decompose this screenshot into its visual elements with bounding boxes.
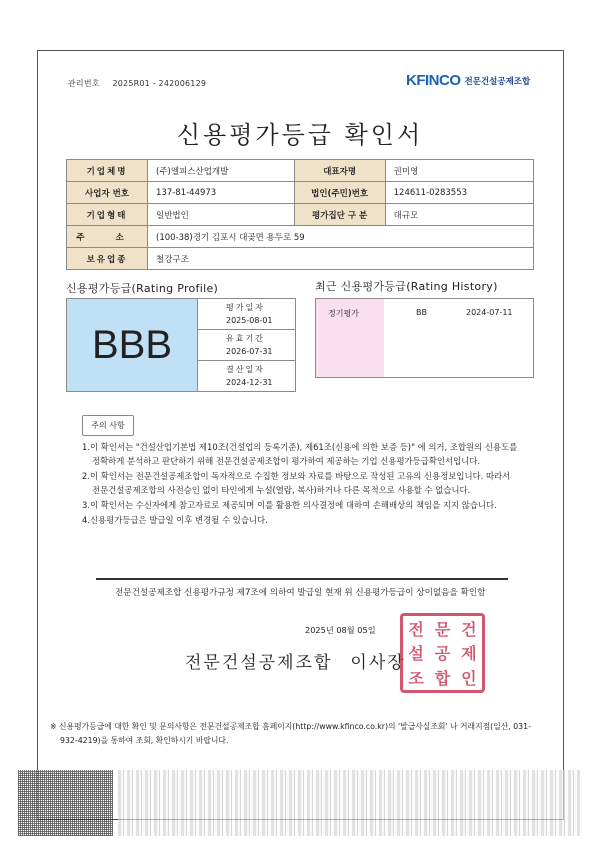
- label-company-type: 기업형태: [67, 204, 148, 226]
- valid-date-cell: [198, 330, 295, 361]
- logo-k: K: [406, 72, 417, 89]
- logo-text: FINCO: [416, 72, 461, 89]
- mgmt-label: 관리번호: [68, 79, 100, 88]
- notice-item: 3.이 확인서는 수신자에게 참고자료로 제공되며 이를 활용한 의사결정에 대하여 손해배상의 책임을 지지 않습니다.: [82, 500, 497, 510]
- rating-history-heading: 최근 신용평가등급(Rating History): [315, 280, 498, 293]
- notice-item: 2.이 확인서는 전문건설공제조합이 독자적으로 수집한 정보와 자료를 바탕으로 작성된 고유의 신용정보입니다. 따라서 전문건설공제조합의 사전승인 없이 타인에게 누설(열람, 복사)하거나 다른 목적으로 사용할 수 없습니다.: [82, 471, 511, 495]
- value-company-type: 일반법인: [148, 204, 295, 226]
- value-address: (100-38)경기 김포시 대곶면 용두로 59: [148, 226, 534, 248]
- value-company-name: (주)엘피스산업개발: [148, 160, 295, 182]
- label-representative: 대표자명: [294, 160, 385, 182]
- value-business-number: 137-81-44973: [148, 182, 295, 204]
- rating-history-box: [315, 298, 534, 378]
- label-business-number: 사업자 번호: [67, 182, 148, 204]
- issuer-title: 이사장: [350, 653, 406, 673]
- verification-strip: [118, 770, 580, 836]
- value-representative: 권미영: [385, 160, 533, 182]
- notice-item: 4.신용평가등급은 발급일 이후 변경될 수 있습니다.: [82, 515, 268, 525]
- rating-grade: BBB: [67, 299, 198, 391]
- issue-date: 2025년 08월 05일: [305, 625, 376, 635]
- eval-date-label: 평가일자: [226, 303, 265, 312]
- settle-date-cell: [198, 361, 295, 391]
- page-title: 신용평가등급 확인서: [176, 121, 424, 149]
- label-company-name: 기업체명: [67, 160, 148, 182]
- confirmation-text: 전문건설공제조합 신용평가규정 제7조에 의하여 발급일 현재 위 신용평가등급이 상이없음을 확인함: [115, 588, 486, 598]
- table-row: [67, 160, 534, 182]
- barcode-image: [18, 770, 113, 836]
- mgmt-value: 2025R01 - 242006129: [112, 79, 207, 88]
- settle-date-value: 2024-12-31: [226, 378, 273, 387]
- management-number: [68, 78, 206, 89]
- notice-item: 1.이 확인서는 "건설산업기본법 제10조(건설업의 등록기준), 제61조(신용에 의한 보증 등)" 에 의거, 조합원의 신용도를 정확하게 분석하고 판단하기 위해 전문건설공제조합이 평가하여 제공하는 기업 신용평가등급확인서입니다.: [82, 442, 518, 466]
- table-row: [67, 204, 534, 226]
- notice-label: 주의 사항: [82, 415, 134, 436]
- table-row: [67, 182, 534, 204]
- official-seal: 전 문 건 설 공 제 조 합 인: [400, 613, 485, 693]
- footer-text: ※ 신용평가등급에 대한 확인 및 문의사항은 전문건설공제조합 홈페이지(http://www.kfinco.co.kr)의 '발급사실조회' 나 거래지점(일산, 031-932-4219)을 통하여 조회, 확인하시기 바랍니다.: [50, 722, 531, 745]
- history-date: 2024-07-11: [466, 308, 513, 317]
- eval-date-value: 2025-08-01: [226, 316, 273, 325]
- value-eval-group: 대규모: [385, 204, 533, 226]
- label-eval-group: 평가집단 구 분: [294, 204, 385, 226]
- table-row: [67, 226, 534, 248]
- settle-date-label: 결산일자: [226, 365, 265, 374]
- issuer-signature: [185, 648, 406, 673]
- label-corp-number: 법인(주민)번호: [294, 182, 385, 204]
- valid-date-label: 유효기간: [226, 334, 265, 343]
- rating-profile-heading: 신용평가등급(Rating Profile): [66, 282, 219, 295]
- value-corp-number: 124611-0283553: [385, 182, 533, 204]
- rating-profile-box: [66, 298, 296, 392]
- label-industry: 보유업종: [67, 248, 148, 270]
- logo-org-name: 전문건설공제조합: [464, 76, 531, 87]
- notice-list: [82, 440, 518, 528]
- table-row: [67, 248, 534, 270]
- eval-date-cell: [198, 299, 295, 330]
- issuer-org: 전문건설공제조합: [185, 653, 333, 673]
- footer-note: [48, 720, 548, 748]
- value-industry: 철강구조: [148, 248, 534, 270]
- history-type: 정기평가: [328, 309, 359, 318]
- company-info-table: [66, 159, 534, 270]
- kfinco-logo: [406, 72, 530, 89]
- history-grade: BB: [416, 308, 427, 317]
- divider: [96, 578, 508, 580]
- valid-date-value: 2026-07-31: [226, 347, 273, 356]
- label-address: 주 소: [67, 226, 148, 248]
